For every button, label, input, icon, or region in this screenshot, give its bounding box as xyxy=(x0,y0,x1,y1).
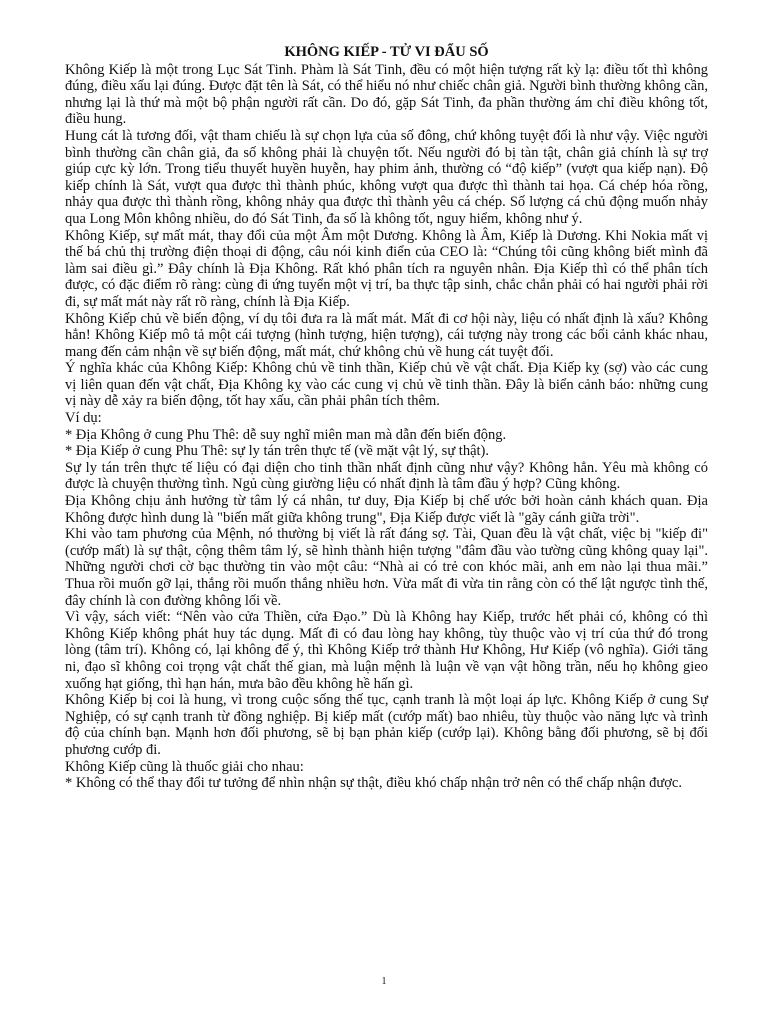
list-item-dia-kiep: * Địa Kiếp ở cung Phu Thê: sự ly tán trên thực tế (về mặt vật lý, sự thật). xyxy=(65,443,489,460)
document-page xyxy=(65,44,708,792)
paragraph-y-nghia-khac: Ý nghĩa khác của Không Kiếp: Không chủ về tinh thần, Kiếp chủ về vật chất. Địa Kiếp kỵ (sợ) vào các cung vị liên quan đến vật chất, Địa Không kỵ vào các cung vị chủ về tinh thần. Đây là biển cảnh báo: những cung vị này dễ xảy ra biến động, tốt hay xấu, cần phải phân tích thêm. xyxy=(65,360,708,410)
paragraph-thien-dao: Vì vậy, sách viết: “Nên vào cửa Thiền, cửa Đạo.” Dù là Không hay Kiếp, trước hết phải có, không có thì Không Kiếp không phát huy tác dụng. Mất đi có đau lòng hay không, tùy thuộc vào vị trí của thứ đó trong lòng (tâm trí). Không có, lại không để ý, thì Không Kiếp trở thành Hư Không, Hư Kiếp (vô nghĩa). Giới tăng ni, đạo sĩ không coi trọng vật chất thế gian, mà luận mệnh là luận về vạn vật hồng trần, nếu họ không gieo xuống hạt giống, thì hạn hán, mưa bão đều không hề hấn gì. xyxy=(65,609,708,692)
paragraph-thuoc-giai: Không Kiếp cũng là thuốc giải cho nhau: xyxy=(65,758,304,775)
list-item-thay-doi: * Không có thể thay đổi tư tưởng để nhìn nhận sự thật, điều khó chấp nhận trở nên có thể chấp nhận được. xyxy=(65,775,682,792)
paragraph-ly-tan: Sự ly tán trên thực tế liệu có đại diện cho tinh thần nhất định cũng như vậy? Không hẳn. Yêu mà không có được là chuyện thường tình. Ngủ cùng giường liệu có nhất định là tâm đầu ý hợp? Cũng không. xyxy=(65,459,708,493)
document-title: KHÔNG KIẾP - TỬ VI ĐẨU SỐ xyxy=(284,44,489,60)
list-item-dia-khong: * Địa Không ở cung Phu Thê: dễ suy nghĩ miên man mà dẫn đến biến động. xyxy=(65,426,507,443)
page-number: 1 xyxy=(381,976,387,987)
paragraph-tam-ly: Địa Không chịu ảnh hưởng từ tâm lý cá nhân, tư duy, Địa Kiếp bị chế ước bởi hoàn cảnh khách quan. Địa Không được hình dung là "biến mất giữa không trung", Địa Kiếp được viết là "gãy cánh giữa trời". xyxy=(65,493,708,526)
paragraph-bien-dong: Không Kiếp chủ về biến động, ví dụ tôi đưa ra là mất mát. Mất đi cơ hội này, liệu có nhất định là xấu? Không hẳn! Không Kiếp mô tả một cái tượng (hình tượng, hiện tượng), cái tượng này trong các bối cảnh khác nhau, mang đến cảm nhận về sự biến động, mất mát, chứ không chủ về hung cát tuyệt đối. xyxy=(65,310,708,360)
paragraph-tam-phuong: Khi vào tam phương của Mệnh, nó thường bị viết là rất đáng sợ. Tài, Quan đều là vật chất, việc bị "kiếp đi" (cướp mất) là sự thật, cộng thêm tâm lý, sẽ hình thành hiện tượng "đâm đầu vào tường cũng không quay lại". Những người chơi cờ bạc thường tin vào một câu: “Nhà ai có trẻ con khóc mãi, anh em nào lại thua mãi.” Thua rồi muốn gỡ lại, thắng rồi muốn thắng nhiều hơn. Vừa mất đi vừa tin rằng còn có thể lật ngược tình thế, đây chính là con đường không lối về. xyxy=(65,526,708,609)
paragraph-intro: Không Kiếp là một trong Lục Sát Tinh. Phàm là Sát Tinh, đều có một hiện tượng rất kỳ lạ: điều tốt thì không đúng, điều xấu lại đúng. Được đặt tên là Sát, có thể hiểu nó như chiếc chân giả. Người bình thường không cần, nhưng lại là thứ mà một bộ phận người rất cần. Do đó, gặp Sát Tinh, đa phần thường ám chỉ điều không tốt, điều hung. xyxy=(65,61,708,128)
paragraph-canh-tranh: Không Kiếp bị coi là hung, vì trong cuộc sống thế tục, cạnh tranh là một loại áp lực. Không Kiếp ở cung Sự Nghiệp, có sự cạnh tranh từ đồng nghiệp. Bị kiếp mất (cướp mất) bao nhiêu, tùy thuộc vào năng lực và trình độ của chính bạn. Mạnh hơn đối phương, sẽ bị bạn phản kiếp (cướp lại). Không bằng đối phương, sẽ bị đối phương cướp đi. xyxy=(65,692,708,758)
paragraph-hung-cat: Hung cát là tương đối, vật tham chiếu là sự chọn lựa của số đông, chứ không tuyệt đối là như vậy. Việc người bình thường cần chân giả, đa số không phải là chuyện tốt. Nếu người đó bị tàn tật, chân giả chính là sự trợ giúp cực kỳ lớn. Trong tiểu thuyết huyền huyễn, hay phim ảnh, thường có “độ kiếp” (vượt qua kiếp nạn). Độ kiếp chính là Sát, vượt qua được thì thành phúc, không vượt qua được thì thành tai họa. Cá chép hóa rồng, nhảy qua được thì thành rồng, không nhảy qua được thì thành yêu cá chép. Số lượng cá chủ động muốn nhảy qua Long Môn không nhiều, do đó Sát Tinh, đa số là không tốt, nguy hiểm, không như ý. xyxy=(65,127,708,227)
paragraph-am-duong: Không Kiếp, sự mất mát, thay đổi của một Âm một Dương. Không là Âm, Kiếp là Dương. Khi Nokia mất vị thế bá chủ thị trường điện thoại di động, câu nói kinh điển của CEO là: “Chúng tôi cũng không biết mình đã làm sai điều gì.” Đây chính là Địa Không. Rất khó phân tích ra nguyên nhân. Địa Kiếp thì có thể phân tích được, có đặc điểm rõ ràng: cùng đi ứng tuyển một vị trí, ba thực tập sinh, chắc chắn phải có hai người phải rời đi, sự mất mát này rất rõ ràng, chính là Địa Kiếp. xyxy=(65,227,708,310)
paragraph-vi-du: Ví dụ: xyxy=(65,410,102,427)
